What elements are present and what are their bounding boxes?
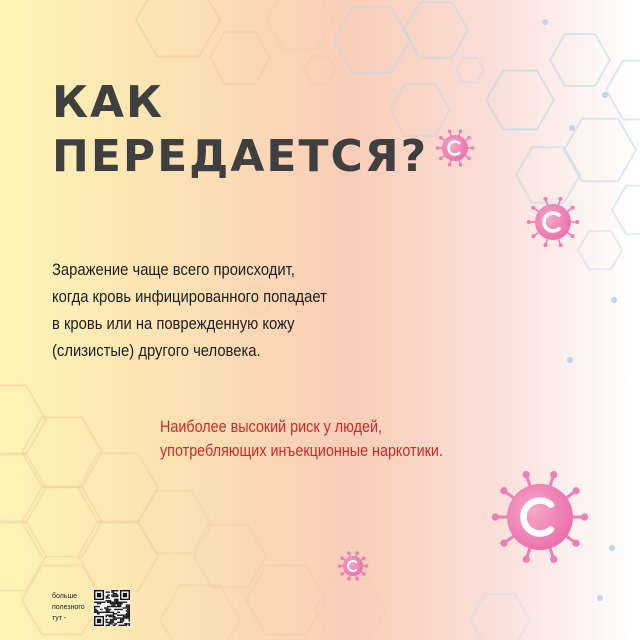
hexagon-outline (612, 186, 640, 234)
decor-dot (611, 297, 617, 303)
description-line: когда кровь инфицированного попадает (52, 287, 327, 306)
virus-c-icon (436, 130, 475, 167)
hexagon-outline (550, 34, 610, 86)
title-line-1: КАК (52, 77, 164, 128)
hexagon-outline (78, 453, 158, 522)
transmission-description (52, 256, 327, 364)
more-info-line: больше (52, 593, 77, 600)
hexagon-outline (266, 0, 334, 49)
hexagon-outline (246, 565, 326, 634)
description-line: Заражение чаще всего происходит, (52, 260, 295, 279)
decor-dot (542, 19, 548, 25)
page-title (52, 76, 428, 184)
virus-c-icon (338, 551, 369, 580)
hexagon-outline (194, 525, 266, 587)
hexagon-outline (606, 61, 640, 120)
virus-c-icon (492, 471, 588, 563)
more-info-label (52, 591, 85, 624)
virus-group (338, 130, 588, 581)
decor-dot (567, 357, 573, 363)
more-info-line: полезного (52, 604, 85, 611)
hexagon-outline (0, 385, 46, 454)
description-line: в кровь или на поврежденную кожу (52, 314, 295, 333)
hexagon-outline (404, 2, 468, 57)
description-line: (слизистые) другого человека. (52, 341, 261, 360)
decor-dot (602, 92, 608, 98)
hexagon-outline (0, 521, 46, 590)
hexagon-outline (334, 7, 410, 73)
hexagon-outline (22, 417, 102, 486)
more-info-line: тут - (52, 615, 67, 622)
hexagon-outline (136, 0, 220, 56)
hexagon-outline (516, 147, 580, 202)
risk-highlight (160, 415, 443, 463)
qr-code-icon[interactable] (94, 590, 130, 626)
decor-dot (597, 595, 603, 601)
hexagon-outline (138, 491, 210, 553)
highlight-line: Наиболее высокий риск у людей, (160, 418, 382, 436)
hexagon-outline (470, 594, 530, 640)
hexagon-outline (578, 231, 622, 269)
title-line-2: ПЕРЕДАЕТСЯ? (52, 131, 429, 182)
decor-dot (609, 545, 615, 551)
hexagon-outline (486, 71, 554, 130)
virus-c-icon (527, 197, 580, 247)
hexagon-outline (160, 585, 240, 640)
decor-dot (569, 125, 575, 131)
hexagon-outline (456, 58, 484, 82)
highlight-line: употребляющих инъекционные наркотики. (160, 442, 443, 460)
hexagon-outline (22, 487, 102, 556)
hexagon-outline (314, 579, 386, 640)
hexagon-outline (0, 453, 46, 522)
